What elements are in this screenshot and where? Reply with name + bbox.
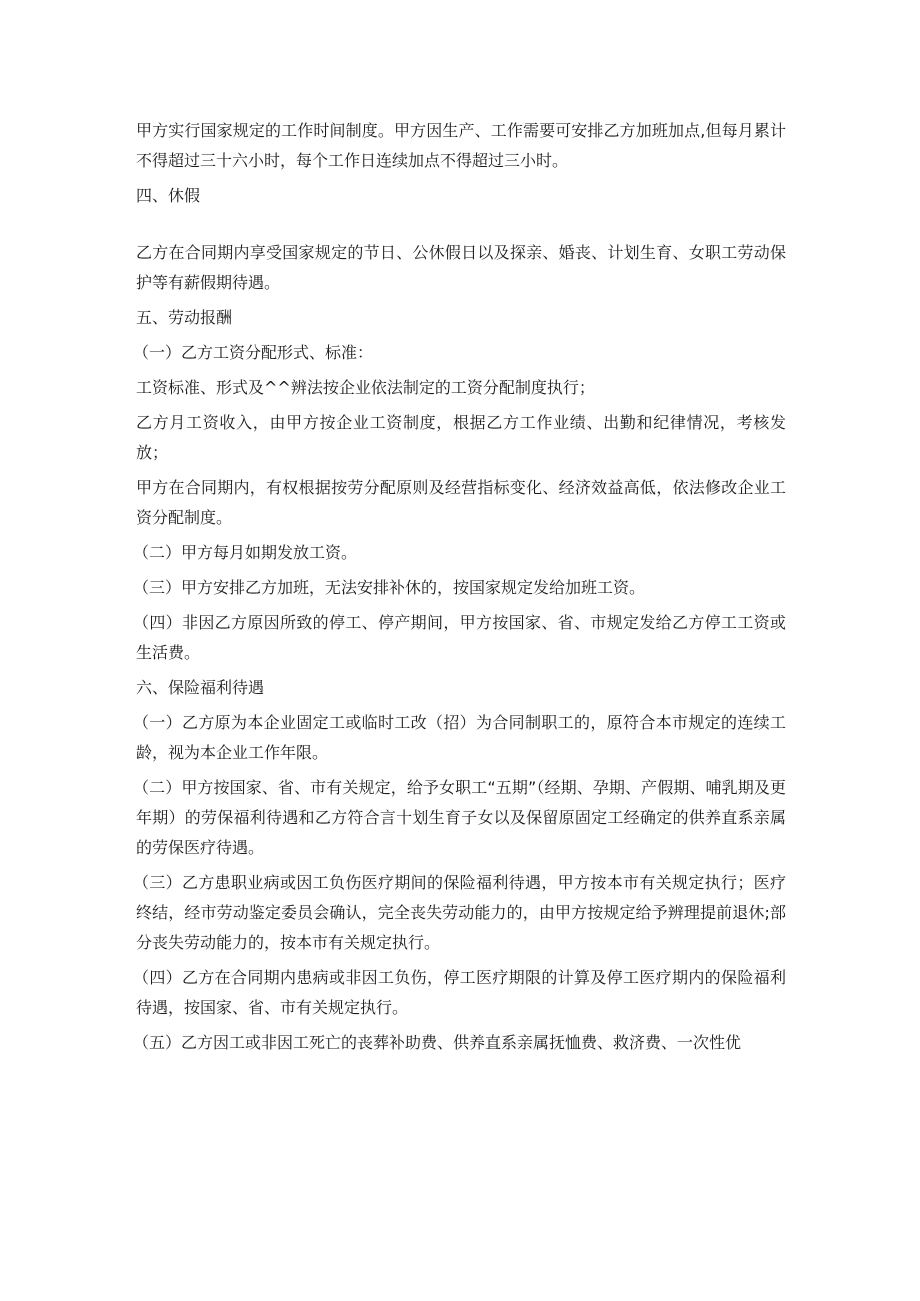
paragraph-remuneration-2: （二）甲方每月如期发放工资。 — [133, 543, 358, 562]
paragraph-leave: 乙方在合同期内享受国家规定的节日、公休假日以及探亲、婚丧、计划生育、女职工劳动保护等有薪假期待遇。 — [136, 243, 786, 292]
paragraph-working-hours: 甲方实行国家规定的工作时间制度。甲方因生产、工作需要可安排乙方加班加点,但每月累计不得超过三十六小时，每个工作日连续加点不得超过三小时。 — [136, 121, 786, 170]
heading-leave: 四、休假 — [136, 186, 201, 205]
paragraph-insurance-4: （四）乙方在合同期内患病或非因工负伤，停工医疗期限的计算及停工医疗期内的保险福利待遇，按国家、省、市有关规定执行。 — [133, 968, 786, 1017]
paragraph-insurance-3: （三）乙方患职业病或因工负伤医疗期间的保险福利待遇，甲方按本市有关规定执行；医疗终结，经市劳动鉴定委员会确认，完全丧失劳动能力的，由甲方按规定给予辨理提前退休;部分丧失劳动能力的，按本市有关规定执行。 — [133, 873, 786, 952]
document-body — [133, 116, 786, 1063]
paragraph-insurance-2: （二）甲方按国家、省、市有关规定，给予女职工“五期”（经期、孕期、产假期、哺乳期及更年期）的劳保福利待遇和乙方符合言十划生育子女以及保留原固定工经确定的供养直系亲属的劳保医疗待遇。 — [133, 778, 786, 857]
paragraph-remuneration-1: （一）乙方工资分配形式、标准： — [133, 343, 374, 362]
paragraph-monthly-wage: 乙方月工资收入，由甲方按企业工资制度，根据乙方工作业绩、出勤和纪律情况，考核发放； — [136, 413, 786, 462]
paragraph-insurance-5: （五）乙方因工或非因工死亡的丧葬补助费、供养直系亲属抚恤费、救济费、一次性优 — [133, 1033, 742, 1052]
paragraph-remuneration-4: （四）非因乙方原因所致的停工、停产期间，甲方按国家、省、市规定发给乙方停工工资或生活费。 — [133, 613, 786, 662]
paragraph-insurance-1: （一）乙方原为本企业固定工或临时工改（招）为合同制职工的，原符合本市规定的连续工龄，视为本企业工作年限。 — [133, 713, 786, 762]
heading-insurance-welfare: 六、保险福利待遇 — [136, 678, 265, 697]
paragraph-wage-revision: 甲方在合同期内，有权根据按劳分配原则及经营指标变化、经济效益高低，依法修改企业工资分配制度。 — [136, 478, 786, 527]
paragraph-remuneration-3: （三）甲方安排乙方加班，无法安排补休的，按国家规定发给加班工资。 — [133, 578, 646, 597]
heading-remuneration: 五、劳动报酬 — [136, 308, 233, 327]
paragraph-wage-standard: 工资标准、形式及^^辨法按企业依法制定的工资分配制度执行； — [136, 378, 595, 397]
